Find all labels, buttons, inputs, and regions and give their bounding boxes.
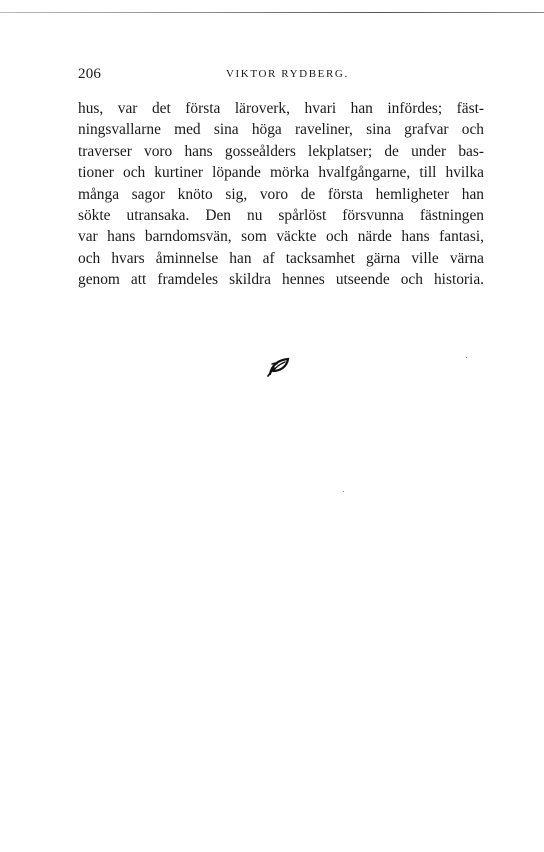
text-line: sökte utransaka. Den nu spårlöst försvunna fästningen (78, 206, 484, 224)
running-title: VIKTOR RYDBERG. (226, 68, 349, 80)
top-rule (0, 12, 544, 13)
text-line: tioner och kurtiner löpande mörka hvalfgångarne, till hvilka (78, 164, 484, 182)
leaf-tailpiece-icon (266, 354, 292, 378)
text-line: hus, var det första läroverk, hvari han infördes; fäst- (78, 100, 484, 117)
text-line: många sagor knöto sig, voro de första hemligheter han (78, 185, 484, 203)
text-line: genom att framdeles skildra hennes utseende och historia. (78, 271, 484, 289)
text-line: traverser voro hans gosseålders lekplatser; de under bas- (78, 142, 484, 160)
text-line: ningsvallarne med sina höga raveliner, sina grafvar och (78, 121, 484, 139)
paper-speck (466, 357, 467, 358)
running-head (78, 66, 484, 86)
paper-speck (343, 491, 344, 492)
body-paragraph (78, 98, 484, 291)
page-number: 206 (78, 66, 102, 82)
text-line: och hvars åminnelse han af tacksamhet gärna ville värna (78, 249, 484, 267)
text-line: var hans barndomsvän, som väckte och närde hans fantasi, (78, 228, 484, 246)
